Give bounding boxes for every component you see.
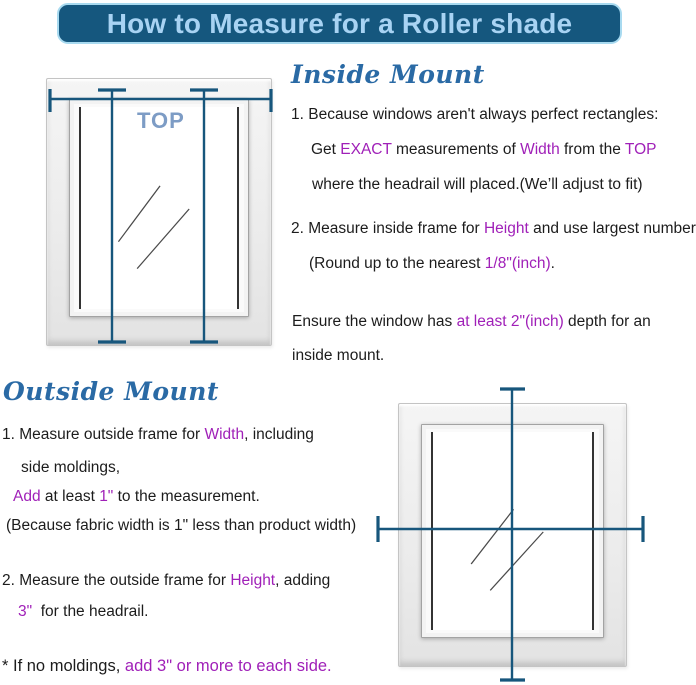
text-segment: TOP [624, 141, 657, 158]
outside-mount-heading: Outside Mount [3, 377, 219, 406]
text-segment: 2. Measure inside frame for [291, 220, 484, 237]
outside-item1-line4 [6, 517, 356, 535]
text-segment: 1. Measure outside frame for [2, 426, 205, 443]
text-segment: and use largest number [528, 220, 696, 237]
text-segment: * If no moldings, [2, 657, 125, 675]
inside-note-line1 [292, 313, 651, 331]
text-segment: at least [40, 488, 100, 505]
inside-mount-heading: Inside Mount [291, 60, 485, 89]
text-segment: Height [230, 572, 276, 589]
text-segment: , adding [275, 572, 331, 589]
text-segment: 1/8"(inch) [484, 255, 551, 272]
text-segment: depth for an [563, 313, 651, 330]
text-segment: 1. Because windows aren't always perfect rectangles: [291, 106, 659, 123]
text-segment: for the headrail. [32, 603, 149, 620]
text-segment: , including [244, 426, 314, 443]
text-segment: Width [520, 141, 560, 158]
cross-measurement-lines [370, 384, 650, 684]
text-segment: Width [204, 426, 245, 443]
text-segment: from the [559, 141, 625, 158]
text-segment: (Because fabric width is 1" less than product width) [6, 517, 357, 534]
inside-item1-line3 [312, 176, 643, 194]
text-segment: 1" [99, 488, 114, 505]
outside-item1-line2 [21, 459, 120, 477]
outside-item1-line3 [13, 488, 260, 506]
page-title: How to Measure for a Roller shade [106, 7, 573, 39]
text-segment: 3" [18, 603, 33, 620]
text-segment: . [550, 255, 555, 272]
inside-item2-line2 [309, 255, 555, 273]
outside-footnote [2, 657, 332, 676]
text-segment: side moldings, [21, 459, 121, 476]
top-label: TOP [137, 108, 185, 133]
outside-item1-line1 [2, 426, 314, 444]
text-segment: Add [13, 488, 41, 505]
inside-item2-line1 [291, 220, 696, 238]
text-segment: Height [483, 220, 529, 237]
text-segment: where the headrail will placed.(We’ll adjust to fit) [312, 176, 643, 193]
inside-item1-line1 [291, 106, 658, 124]
inside-note-line2 [292, 347, 384, 365]
text-segment: add 3" or more to each side. [124, 657, 332, 675]
text-segment: (Round up to the nearest [309, 255, 485, 272]
text-segment: measurements of [391, 141, 521, 158]
text-segment: to the measurement. [113, 488, 260, 505]
text-segment: Get [311, 141, 341, 158]
text-segment: at least 2"(inch) [456, 313, 564, 330]
header-banner [57, 3, 622, 44]
text-segment: Ensure the window has [292, 313, 457, 330]
text-segment: inside mount. [292, 347, 385, 364]
outside-item2-line2 [18, 603, 148, 621]
outside-item2-line1 [2, 572, 330, 590]
inside-item1-line2 [311, 141, 656, 159]
text-segment: EXACT [340, 141, 392, 158]
text-segment: 2. Measure the outside frame for [2, 572, 231, 589]
